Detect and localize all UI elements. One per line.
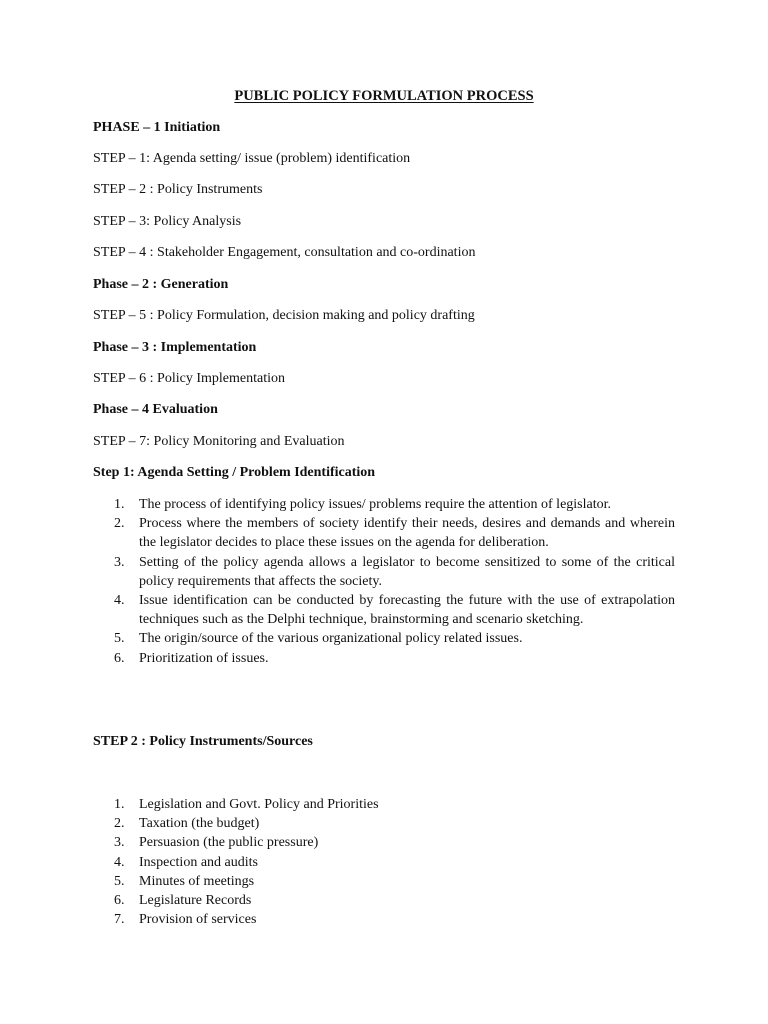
list-item-text: Issue identification can be conducted by forecasting the future with the use of extrapolation techniques such as the Delphi technique, brainstorming and scenario sketching.: [139, 593, 675, 628]
outline-phase-4: Phase – 4 Evaluation: [93, 402, 218, 417]
outline-step-3: STEP – 3: Policy Analysis: [93, 214, 242, 229]
list-item-number: 4.: [114, 854, 125, 870]
list-item: [93, 591, 675, 629]
list-item: [93, 495, 675, 514]
list-item-number: 5.: [114, 631, 125, 647]
step1-heading: Step 1: Agenda Setting / Problem Identification: [93, 465, 376, 480]
outline-step-2: STEP – 2 : Policy Instruments: [93, 182, 263, 197]
list-item-number: 7.: [114, 912, 125, 928]
list-item: [93, 853, 675, 872]
step2-heading: STEP 2 : Policy Instruments/Sources: [93, 734, 313, 749]
list-item: [93, 553, 675, 591]
outline-step-7: STEP – 7: Policy Monitoring and Evaluation: [93, 434, 345, 449]
list-item-number: 3.: [114, 835, 125, 851]
list-item-text: Minutes of meetings: [139, 873, 255, 889]
list-item-text: Prioritization of issues.: [139, 650, 269, 666]
list-item-number: 5.: [114, 873, 125, 889]
list-item: [93, 514, 675, 552]
list-item-text: Legislation and Govt. Policy and Priorities: [139, 797, 379, 812]
list-item-text: The process of identifying policy issues/ problems require the attention of legislator.: [139, 497, 612, 512]
list-item-number: 6.: [114, 650, 125, 666]
list-item-text: Provision of services: [139, 912, 257, 928]
outline-step-5: STEP – 5 : Policy Formulation, decision making and policy drafting: [93, 308, 475, 323]
list-item: [93, 814, 675, 833]
list-item-number: 4.: [114, 593, 125, 609]
list-item: [93, 872, 675, 891]
outline-step-6: STEP – 6 : Policy Implementation: [93, 371, 285, 386]
list-item: [93, 891, 675, 910]
list-item-number: 1.: [114, 797, 125, 812]
list-item-text: Process where the members of society identify their needs, desires and demands and wherein the legislator decides to place these issues on the agenda for deliberation.: [139, 516, 675, 551]
list-item-number: 3.: [114, 554, 125, 570]
document-title: PUBLIC POLICY FORMULATION PROCESS: [234, 88, 534, 104]
list-item: [93, 649, 675, 668]
list-item-number: 1.: [114, 497, 125, 512]
step2-list: [93, 795, 675, 929]
list-item: [93, 833, 675, 852]
list-item-text: The origin/source of the various organizational policy related issues.: [139, 631, 523, 647]
list-item-number: 2.: [114, 516, 125, 532]
list-item-text: Setting of the policy agenda allows a legislator to become sensitized to some of the critical policy requirements that affects the society.: [139, 554, 675, 589]
list-item: [93, 795, 675, 814]
list-item-text: Persuasion (the public pressure): [139, 835, 319, 851]
list-item-number: 6.: [114, 893, 125, 909]
list-item-text: Inspection and audits: [139, 854, 258, 870]
outline-step-4: STEP – 4 : Stakeholder Engagement, consultation and co-ordination: [93, 245, 476, 260]
list-item: [93, 629, 675, 648]
outline-phase-3: Phase – 3 : Implementation: [93, 340, 257, 355]
outline-step-1: STEP – 1: Agenda setting/ issue (problem) identification: [93, 151, 411, 166]
list-item-text: Legislature Records: [139, 893, 252, 909]
outline-phase-1: PHASE – 1 Initiation: [93, 120, 221, 135]
outline-phase-2: Phase – 2 : Generation: [93, 277, 229, 292]
list-item-text: Taxation (the budget): [139, 816, 260, 832]
list-item-number: 2.: [114, 816, 125, 832]
list-item: [93, 910, 675, 929]
step1-list: [93, 495, 675, 668]
